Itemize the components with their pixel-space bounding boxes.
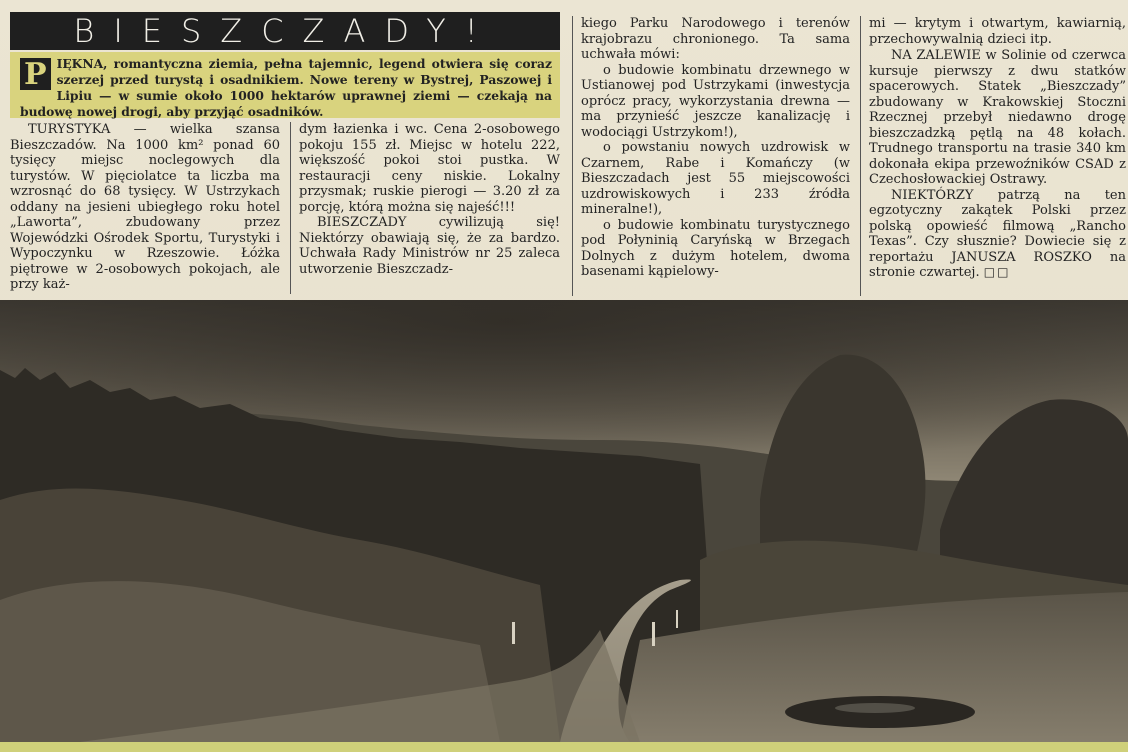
masthead-title: BIESZCZADY! bbox=[10, 12, 560, 50]
col3-paragraph-1: kiego Parku Narodowego i terenów krajobrazu chronionego. Ta sama uchwała mówi: bbox=[581, 16, 850, 62]
end-mark: □□ bbox=[983, 265, 1011, 279]
lead-first-word: IĘKNA, bbox=[56, 56, 108, 71]
lead-text: romantyczna ziemia, pełna tajemnic, legend otwiera się coraz szerzej przed turystą i osadnikiem. Nowe tereny w Bystrej, Paszowej i Lipiu — w sumie około 1000 hektarów uprawnej ziemi — czekają na budowę nowej drogi, aby przyjąć osadników. bbox=[20, 56, 552, 119]
col4-continuation: mi — krytym i otwartym, kawiarnią, przechowywalnią dzieci itp. bbox=[860, 16, 1126, 48]
article-column-4 bbox=[860, 48, 1126, 296]
col4-paragraph-1: NA ZALEWIE w Solinie od czerwca kursuje pierwszy z dwu statków spacerowych. Statek „Bieszczady” zbudowany w Krakowskiej Stoczni Rzecznej przebył niedawno drogę bieszczadzką pętlą na 48 kołach. Trudnego transportu na trasie 340 km dokonała ekipa przewoźników CSAD z Czechosłowackiej Ostrawy. bbox=[869, 48, 1126, 187]
article-column-2 bbox=[290, 122, 560, 294]
col3-paragraph-3: o powstaniu nowych uzdrowisk w Czarnem, Rabe i Komańczy (w Bieszczadach jest 55 miejscowości uzdrowiskowych i 233 źródła mineralne!), bbox=[581, 140, 850, 217]
drop-cap: P bbox=[20, 58, 51, 90]
col3-paragraph-4: o budowie kombinatu turystycznego pod Połyninią Caryńską w Brzegach Dolnych z dużym hotelem, dwoma basenami kąpielowy- bbox=[581, 217, 850, 279]
lead-paragraph bbox=[10, 52, 560, 118]
article-column-3 bbox=[572, 16, 850, 296]
col1-paragraph: TURYSTYKA — wielka szansa Bieszczadów. Na 1000 km² ponad 60 tysięcy miejsc noclegowych dla turystów. W pięciolatce ta liczba ma wzrosnąć do 68 tysięcy. W Ustrzykach oddany na jesieni ubiegłego roku hotel „Laworta”, zbudowany przez Wojewódzki Ośrodek Sportu, Turystyki i Wypoczynku w Rzeszowie. Łóżka piętrowe w 2-osobowych pokojach, ale przy każ- bbox=[10, 122, 280, 292]
col4-paragraph-2 bbox=[869, 188, 1126, 281]
col2-paragraph-1: dym łazienka i wc. Cena 2-osobowego pokoju 155 zł. Miejsc w hotelu 222, większość pokoi stoi pustka. W restauracji ceny niskie. Lokalny przysmak; ruskie pierogi — 3.20 zł za porcję, którą można się najeść!!! bbox=[299, 122, 560, 215]
col3-paragraph-2: o budowie kombinatu drzewnego w Ustianowej pod Ustrzykami (inwestycja oprócz pracy, wykorzystania drewna — ma przynieść jeszcze kanalizację i wodociągi Ustrzykom!), bbox=[581, 62, 850, 140]
landscape-photo bbox=[0, 300, 1128, 742]
bottom-color-strip bbox=[0, 742, 1128, 752]
col2-paragraph-2: BIESZCZADY cywilizują się! Niektórzy obawiają się, że za bardzo. Uchwała Rady Ministrów nr 25 zaleca utworzenie Bieszczadz- bbox=[299, 215, 560, 277]
col4-paragraph-2-text: NIEKTÓRZY patrzą na ten egzotyczny zakątek Polski przez polską opowieść filmową „Rancho Texas”. Czy słusznie? Dowiecie się z reportażu JANUSZA ROSZKO na stronie czwartej. bbox=[869, 187, 1126, 280]
article-column-1 bbox=[10, 122, 280, 294]
